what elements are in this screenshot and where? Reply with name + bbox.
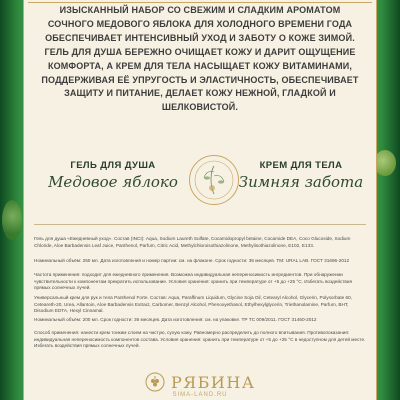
- brand-block: [24, 372, 376, 392]
- gel-volume: Номинальный объём: 250 мл. Дата изготовления и номер партии: см. на флаконе. Срок годности: 36 месяцев. ТМ: URAL LAB. ГОСТ 31696-2012: [34, 258, 350, 263]
- gel-usage: Частота применения: подходит для ежедневного применения. Возможна индивидуальная непереносимость ингредиентов. При обнаружении чувствительности к компонентам прекратить использование. Условия хранения: хранить при температуре от +5 до +25 °С. Избегать воздействия прямых солнечных лучей.: [34, 272, 353, 291]
- intro-description: ИЗЫСКАННЫЙ НАБОР СО СВЕЖИМ И СЛАДКИМ АРОМАТОМ СОЧНОГО МЕДОВОГО ЯБЛОКА ДЛЯ ХОЛОДНОГО ВРЕМЕНИ ГОДА ОБЕСПЕЧИВАЕТ ИНТЕНСИВНЫЙ УХОД И ЗАБОТУ О КОЖЕ ЗИМОЙ. ГЕЛЬ ДЛЯ ДУША БЕРЕЖНО ОЧИЩАЕТ КОЖУ И ДАРИТ ОЩУЩЕНИЕ КОМФОРТА, А КРЕМ ДЛЯ ТЕЛА НАСЫЩАЕТ КОЖУ ВИТАМИНАМИ, ПОДДЕРЖИВАЯ ЕЁ УПРУГОСТЬ И ЭЛАСТИЧНОСТЬ, ОБЕСПЕЧИВАЕТ ЗАЩИТУ И ПИТАНИЕ, ДЕЛАЕТ КОЖУ НЕЖНОЙ, ГЛАДКОЙ И ШЕЛКОВИСТОЙ.: [41, 5, 359, 113]
- product-right-name: Зимняя забота: [238, 173, 364, 191]
- apple-branch-emblem-icon: [189, 155, 239, 205]
- brand-name: РЯБИНА: [170, 372, 256, 392]
- section-divider: [34, 224, 366, 225]
- product-left-name: Медовое яблоко: [48, 173, 178, 191]
- product-left-type: ГЕЛЬ ДЛЯ ДУША: [70, 160, 156, 171]
- cream-composition: Универсальный крем для рук и тела Panthenol Forte. Состав: Aqua, Paraffinum Liquidum, Glycine Soja Oil, Cetearyl Alcohol, Glycerin, Polysorbate 60, Ceteareth-20, Urea, Allantoin, Aloe Barbadensis Extract, Carbomer, Benzyl Alcohol, Phenoxyethanol, Ethylhexylglycerin, Triethanolamine, Parfum, BHT, Disodium EDTA, Hexyl Cinnamal.: [34, 295, 353, 314]
- product-info-card: [24, 0, 376, 400]
- product-right-type: КРЕМ ДЛЯ ТЕЛА: [259, 160, 343, 171]
- product-left-label: [48, 160, 178, 191]
- rowan-logo-icon: [145, 372, 165, 392]
- product-right-label: [236, 160, 366, 191]
- brand-url: SIMA-LAND.RU: [172, 392, 228, 398]
- gold-border-top: [28, 2, 372, 3]
- cream-usage: Способ применения: нанести крем тонким слоем на чистую, сухую кожу. Равномерно распределить до полного впитывания. Противопоказания: индивидуальная непереносимость компонентов состава. Условия хранения: хранить при температуре от +5 до +25 °С в недоступном для детей месте. Избегать воздействия прямых солнечных лучей.: [34, 330, 366, 349]
- gel-composition: Гель для душа «Ежедневный уход». Состав (INCI): Aqua, Sodium Laureth Sulfate, Cocamidopropyl betaine, Cocamide DEA, Coco Glucoside, Sodium Chloride, Aloe Barbadensis Leaf Juice, Panthenol, Parfum, Citric Acid, Methylchloroisothiazolinone, Methylisothiazolinone, E102, E133.: [34, 236, 351, 248]
- cream-volume: Номинальный объём: 200 мл. Срок годности: 36 месяцев. Дата изготовления: см. на упаковке. ТР ТС 009/2011. ГОСТ 31460-2012: [34, 317, 317, 322]
